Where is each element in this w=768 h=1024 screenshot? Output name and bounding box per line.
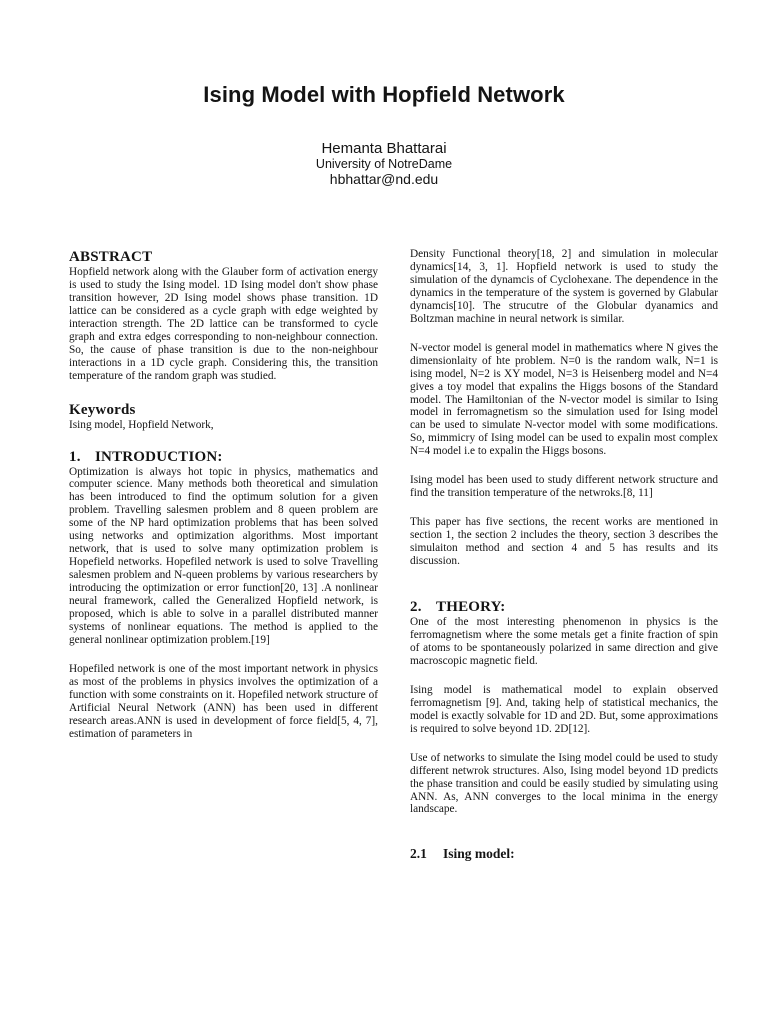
introduction-paragraph: Ising model has been used to study different network structure and find the transition temperature of the netwroks.[8, 11] xyxy=(410,474,718,500)
introduction-paragraph: N-vector model is general model in mathematics where N gives the dimensionlaity of hte problem. N=0 is the random walk, N=1 is ising model, N=2 is XY model, N=3 is Heisenberg model and N=4 gives a toy model that expalins the Higgs bosons of the Standard model. The Hamiltonian of the N-vector model is similar to Ising model in ferromagnetism so the simulation used for Ising model can be used to simulate N-vector model with some modifications. So, mimmicry of Ising model can be used to expalin most complex N=4 model i.e to expalin the Higgs bosons. xyxy=(410,341,718,458)
paper-title: Ising Model with Hopfield Network xyxy=(203,82,565,107)
introduction-paragraph: This paper has five sections, the recent works are mentioned in section 1, the section 2 includes the theory, section 3 describes the simulaiton method and section 4 and 5 has results and its discussion. xyxy=(410,516,718,568)
abstract-text: Hopfield network along with the Glauber form of activation energy is used to study the Ising model. 1D Ising model don't show phase transition however, 2D Ising model shows phase transition. 1D lattice can be considered as a cycle graph with edge weighted by interaction strength. The 2D lattice can be transformed to cycle graph and extra edges corresponding to non-neighbour connection. So, the cause of phase transition is due to the non-neighbour interactions in a 1D cycle graph. Considering this, the transition temperature of the random graph was studied. xyxy=(69,266,378,382)
theory-paragraph: Ising model is mathematical model to explain observed ferromagnetism [9]. And, taking help of statistical mechanics, the model is exactly solvable for 1D and 2D. But, some approximations is required to solve beyond 1D. 2D[12]. xyxy=(410,683,718,735)
author-name: Hemanta Bhattarai xyxy=(321,140,447,157)
right-column xyxy=(410,248,718,862)
introduction-paragraph: Hopefiled network is one of the most important network in physics as most of the problems in physics involves the optimization of a function with some constraints on it. Hopefiled network structure of Artificial Neural Network (ANN) has been used in different research areas.ANN is used in development of force field[5, 4, 7], estimation of parameters in xyxy=(69,662,378,740)
subsection-title: Ising model: xyxy=(443,846,515,862)
introduction-title: INTRODUCTION: xyxy=(95,448,223,465)
keywords-text: Ising model, Hopfield Network, xyxy=(69,418,214,431)
theory-paragraph: Use of networks to simulate the Ising model could be used to study different netwrok structures. Also, Ising model beyond 1D predicts the phase transition and could be easily studied by simulating using ANN. As, ANN converges to the local minima in the energy landscape. xyxy=(410,751,718,816)
theory-number: 2. xyxy=(410,599,422,616)
abstract-heading: ABSTRACT xyxy=(69,249,153,265)
theory-heading xyxy=(410,598,718,616)
theory-title: THEORY: xyxy=(436,599,506,616)
introduction-paragraph: Density Functional theory[18, 2] and simulation in molecular dynamics[14, 3, 1]. Hopfield network is used to study the simulation of the dynamcis of Cyclohexane. The dependence in the dynamics in the temperature of the system is governed by Glabular dynamcis[10]. The strucutre of the Globular dyanamics and Boltzman machine in neural network is similar. xyxy=(410,248,718,325)
keywords-heading: Keywords xyxy=(69,401,136,418)
introduction-heading xyxy=(69,448,378,466)
introduction-number: 1. xyxy=(69,448,81,465)
theory-paragraph: One of the most interesting phenomenon in physics is the ferromagnetism where the some metals get a finite fraction of spin of atoms to be spontaneously polarized in same direction and give macroscopic magnetic field. xyxy=(410,616,718,667)
author-affiliation: University of NotreDame xyxy=(315,157,453,171)
ising-model-subsection-heading xyxy=(410,846,718,862)
introduction-paragraph: Optimization is always hot topic in physics, mathematics and computer science. Many methods both theoretical and simulation has been introduced to find the optimum solution for a given problem. Travelling salesmen problem and 8 queen problem are some of the NP hard optimization problems that has been solved using networks and optimization algorithms. Most important network, that is used to solve many optimization problem is Hopefield networks. Hopefiled network is used to solve Travelling salesmen problem and N-queen problems by various researchers by introducing the optimization or error function[20, 13] .A nonlinear neural framework, called the Generalized Hopfield network, is proposed, which is able to solve in a parallel distributed manner systems of nonlinear equations. The method is applied to the general nonlinear optimization problem.[19] xyxy=(69,465,378,646)
author-email: hbhattar@nd.edu xyxy=(329,171,439,187)
author-block xyxy=(0,140,768,187)
subsection-number: 2.1 xyxy=(410,846,427,862)
left-column xyxy=(69,248,378,757)
